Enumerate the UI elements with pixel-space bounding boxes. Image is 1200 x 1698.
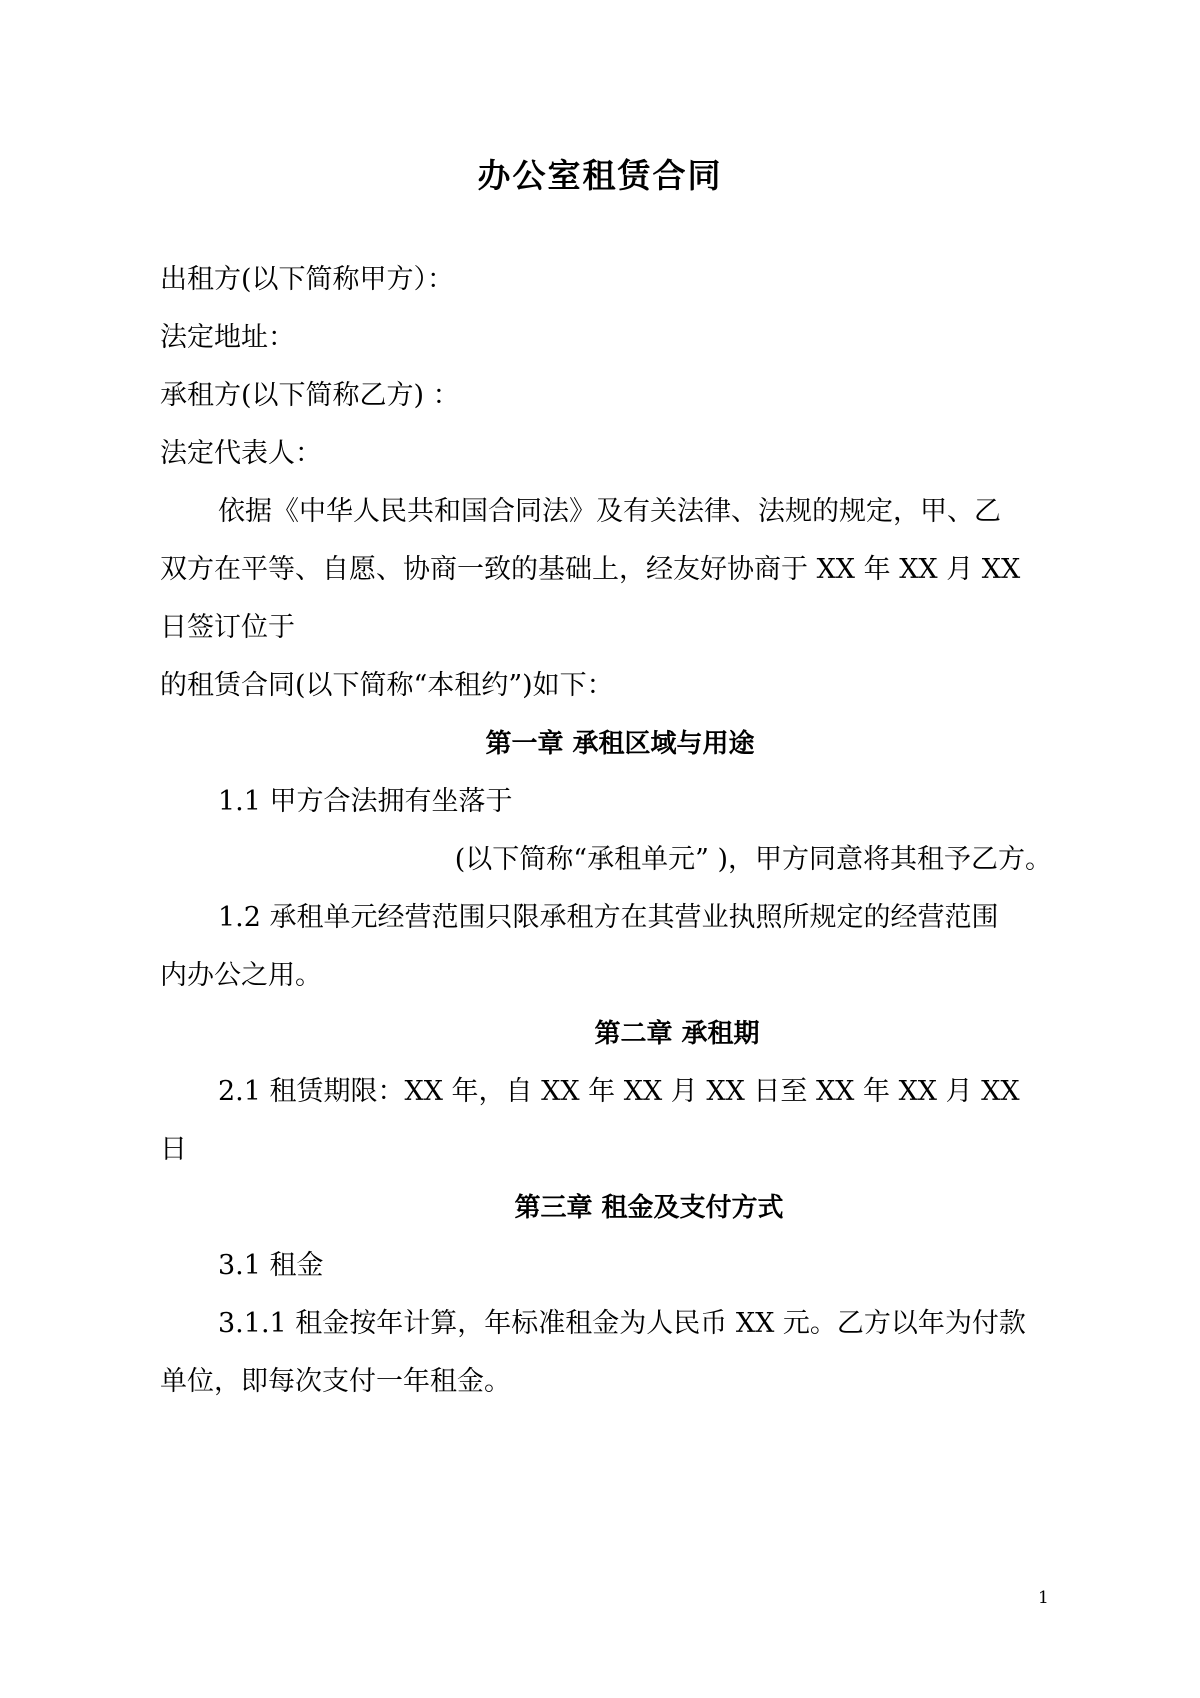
page-number: 1 [1038, 1588, 1049, 1608]
preamble-line-4: 的租赁合同(以下简称“本租约”)如下： [160, 670, 614, 701]
chapter-2-heading: 第二章 承租期 [594, 1019, 760, 1049]
lessor-line: 出租方(以下简称甲方）： [160, 264, 455, 295]
chapter-1-heading: 第一章 承租区域与用途 [485, 729, 755, 759]
document-title: 办公室租赁合同 [477, 156, 723, 195]
legal-representative-line: 法定代表人： [160, 438, 322, 469]
legal-address-line: 法定地址： [160, 322, 295, 353]
clause-1-2-line-1: 1.2 承租单元经营范围只限承租方在其营业执照所规定的经营范围 [218, 902, 999, 933]
clause-3-1: 3.1 租金 [218, 1250, 324, 1281]
lessee-line: 承租方(以下简称乙方) ： [160, 380, 460, 411]
clause-1-2-line-2: 内办公之用。 [160, 960, 322, 991]
chapter-3-heading: 第三章 租金及支付方式 [514, 1193, 784, 1223]
clause-2-1-line-2: 日 [160, 1134, 187, 1165]
clause-3-1-1-line-2: 单位，即每次支付一年租金。 [160, 1366, 511, 1397]
clause-3-1-1-line-1: 3.1.1 租金按年计算，年标准租金为人民币 XX 元。乙方以年为付款 [218, 1308, 1026, 1339]
clause-2-1-line-1: 2.1 租赁期限：XX 年，自 XX 年 XX 月 XX 日至 XX 年 XX 月 XX [218, 1076, 1020, 1107]
preamble-line-1: 依据《中华人民共和国合同法》及有关法律、法规的规定，甲、乙 [218, 496, 1001, 527]
preamble-line-2: 双方在平等、自愿、协商一致的基础上，经友好协商于 XX 年 XX 月 XX [160, 554, 1021, 585]
preamble-line-3: 日签订位于 [160, 612, 295, 643]
clause-1-1-line-2: (以下简称“承租单元” )，甲方同意将其租予乙方。 [454, 844, 1052, 875]
clause-1-1-line-1: 1.1 甲方合法拥有坐落于 [218, 786, 513, 817]
